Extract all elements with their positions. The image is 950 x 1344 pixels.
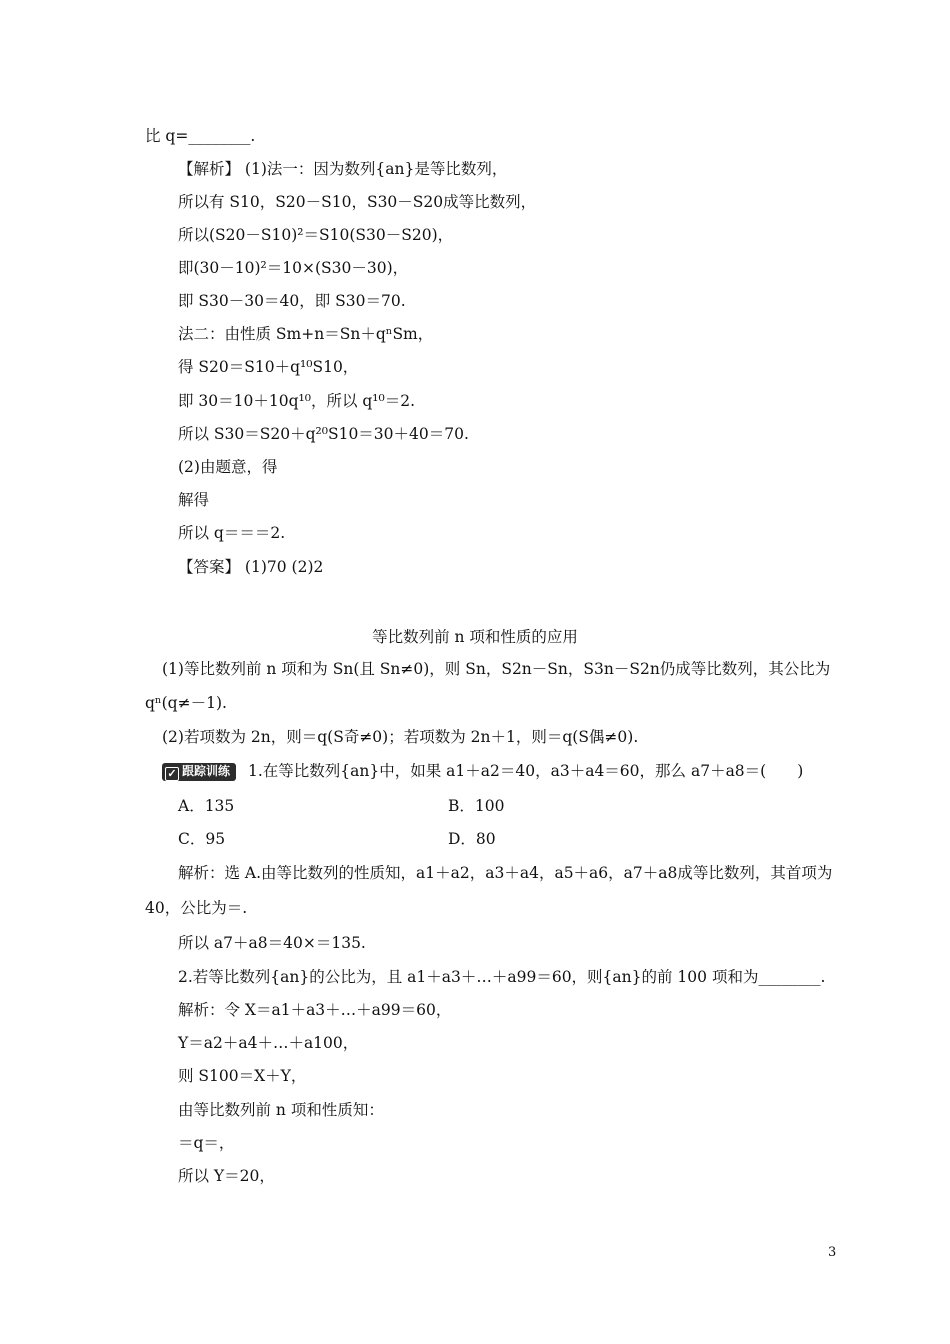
question-1-text: 1.在等比数列{an}中，如果 a1＋a2＝40，a3＋a4＝60，那么 a7＋a8＝( ) bbox=[248, 762, 804, 780]
text-line: 得 S20＝S10＋q¹⁰S10， bbox=[178, 358, 359, 376]
text-line: 解得 bbox=[178, 491, 210, 509]
solution-line: 则 S100＝X＋Y， bbox=[178, 1067, 307, 1085]
property-line: (2)若项数为 2n，则＝q(S奇≠0)；若项数为 2n＋1，则＝q(S偶≠0). bbox=[162, 728, 639, 746]
text-line: 所以 S30＝S20＋q²⁰S10＝30＋40＝70. bbox=[178, 425, 469, 443]
choice-b: B．100 bbox=[448, 797, 505, 815]
solution-line: 所以 Y＝20， bbox=[178, 1167, 275, 1185]
choice-c: C．95 bbox=[178, 830, 226, 848]
text-line: 法二：由性质 Sm+n＝Sn＋qⁿSm， bbox=[178, 325, 434, 343]
text-line: 所以(S20－S10)²＝S10(S30－S20)， bbox=[178, 226, 454, 244]
answer-line: 【答案】 (1)70 (2)2 bbox=[178, 558, 324, 576]
text-line: 所以有 S10，S20－S10，S30－S20成等比数列， bbox=[178, 193, 537, 211]
analysis-heading: 【解析】 (1)法一：因为数列{an}是等比数列， bbox=[178, 160, 508, 178]
badge-label: 跟踪训练 bbox=[182, 764, 231, 778]
section-heading: 等比数列前 n 项和性质的应用 bbox=[372, 628, 578, 646]
choice-d: D．80 bbox=[448, 830, 496, 848]
solution-line: 由等比数列前 n 项和性质知： bbox=[178, 1101, 384, 1119]
page-number: 3 bbox=[828, 1245, 837, 1260]
question-2: 2.若等比数列{an}的公比为，且 a1＋a3＋…＋a99＝60，则{an}的前 100 项和为________. bbox=[178, 968, 826, 986]
text-line: 比 q=________. bbox=[145, 127, 256, 145]
text-line: 所以 q＝＝＝2. bbox=[178, 524, 286, 542]
solution-line: 解析：令 X＝a1＋a3＋…＋a99＝60， bbox=[178, 1001, 452, 1019]
solution-line: 解析：选 A.由等比数列的性质知，a1＋a2，a3＋a4，a5＋a6，a7＋a8成等比数列，其首项为 bbox=[178, 864, 833, 882]
text-line: (2)由题意，得 bbox=[178, 458, 278, 476]
solution-line: ＝q＝， bbox=[178, 1134, 235, 1152]
text-line: 即(30－10)²＝10×(S30－30)， bbox=[178, 259, 409, 277]
check-icon: ✓ bbox=[165, 767, 179, 781]
solution-line: 40，公比为＝. bbox=[145, 899, 248, 917]
property-line: (1)等比数列前 n 项和为 Sn(且 Sn≠0)，则 Sn，S2n－Sn，S3n－S2n仍成等比数列，其公比为 bbox=[162, 660, 831, 678]
follow-up-badge bbox=[162, 763, 236, 781]
solution-line: 所以 a7＋a8＝40×＝135. bbox=[178, 934, 366, 952]
solution-line: Y＝a2＋a4＋…＋a100， bbox=[178, 1034, 359, 1052]
text-line: 即 30＝10＋10q¹⁰，所以 q¹⁰＝2. bbox=[178, 392, 416, 410]
text-line: 即 S30－30＝40，即 S30＝70. bbox=[178, 292, 406, 310]
choice-a: A．135 bbox=[178, 797, 235, 815]
property-line: qⁿ(q≠－1). bbox=[145, 694, 227, 712]
question-1 bbox=[162, 760, 803, 782]
